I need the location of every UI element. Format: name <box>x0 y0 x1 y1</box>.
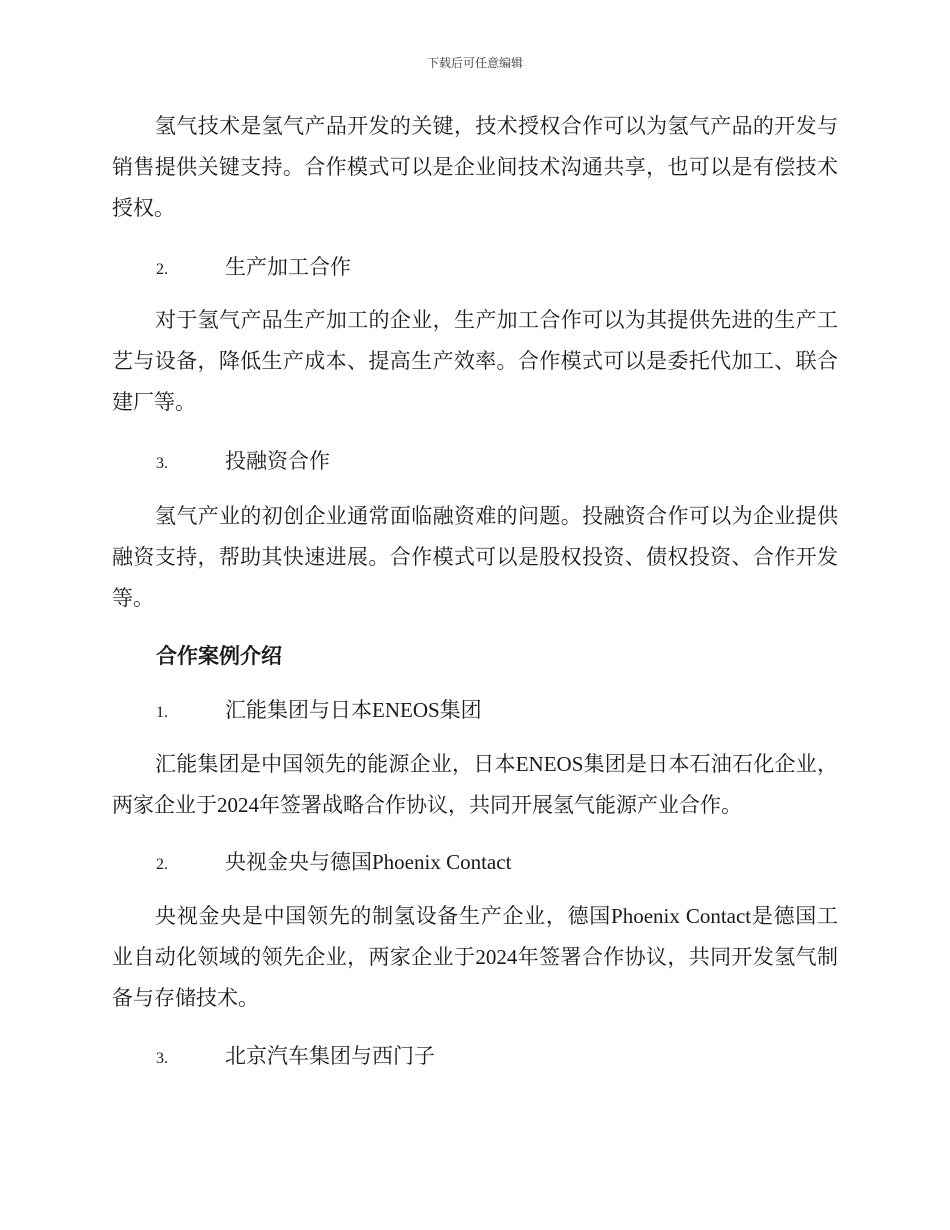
paragraph-case-1: 汇能集团是中国领先的能源企业，日本ENEOS集团是日本石油石化企业，两家企业于2024年签署战略合作协议，共同开展氢气能源产业合作。 <box>112 752 838 817</box>
list-item-case-2 <box>156 847 511 880</box>
list-title: 生产加工合作 <box>225 255 351 279</box>
paragraph-investment: 氢气产业的初创企业通常面临融资难的问题。投融资合作可以为企业提供融资支持，帮助其快速进展。合作模式可以是股权投资、债权投资、合作开发等。 <box>112 504 838 610</box>
paragraph-case-2: 央视金央是中国领先的制氢设备生产企业，德国Phoenix Contact是德国工业自动化领域的领先企业，两家企业于2024年签署合作协议，共同开发氢气制备与存储技术。 <box>112 904 838 1010</box>
list-item-case-3 <box>156 1041 435 1074</box>
list-number: 2. <box>156 856 168 873</box>
header-note: 下载后可任意编辑 <box>426 56 523 70</box>
paragraph-tech-licensing: 氢气技术是氢气产品开发的关键，技术授权合作可以为氢气产品的开发与销售提供关键支持。合作模式可以是企业间技术沟通共享，也可以是有偿技术授权。 <box>112 114 838 220</box>
list-item-investment-cooperation <box>156 446 330 479</box>
list-item-production-cooperation <box>156 252 351 285</box>
list-title: 央视金央与德国Phoenix Contact <box>225 850 512 874</box>
list-number: 3. <box>156 1050 168 1067</box>
list-number: 2. <box>156 261 168 278</box>
list-item-case-1 <box>156 695 482 728</box>
paragraph-production: 对于氢气产品生产加工的企业，生产加工合作可以为其提供先进的生产工艺与设备，降低生产成本、提高生产效率。合作模式可以是委托代加工、联合建厂等。 <box>112 308 838 414</box>
list-title: 投融资合作 <box>225 449 330 473</box>
list-title: 北京汽车集团与西门子 <box>225 1044 435 1068</box>
list-title: 汇能集团与日本ENEOS集团 <box>225 698 482 722</box>
list-number: 3. <box>156 455 168 472</box>
list-number: 1. <box>156 704 168 721</box>
section-heading-cases: 合作案例介绍 <box>156 644 282 668</box>
